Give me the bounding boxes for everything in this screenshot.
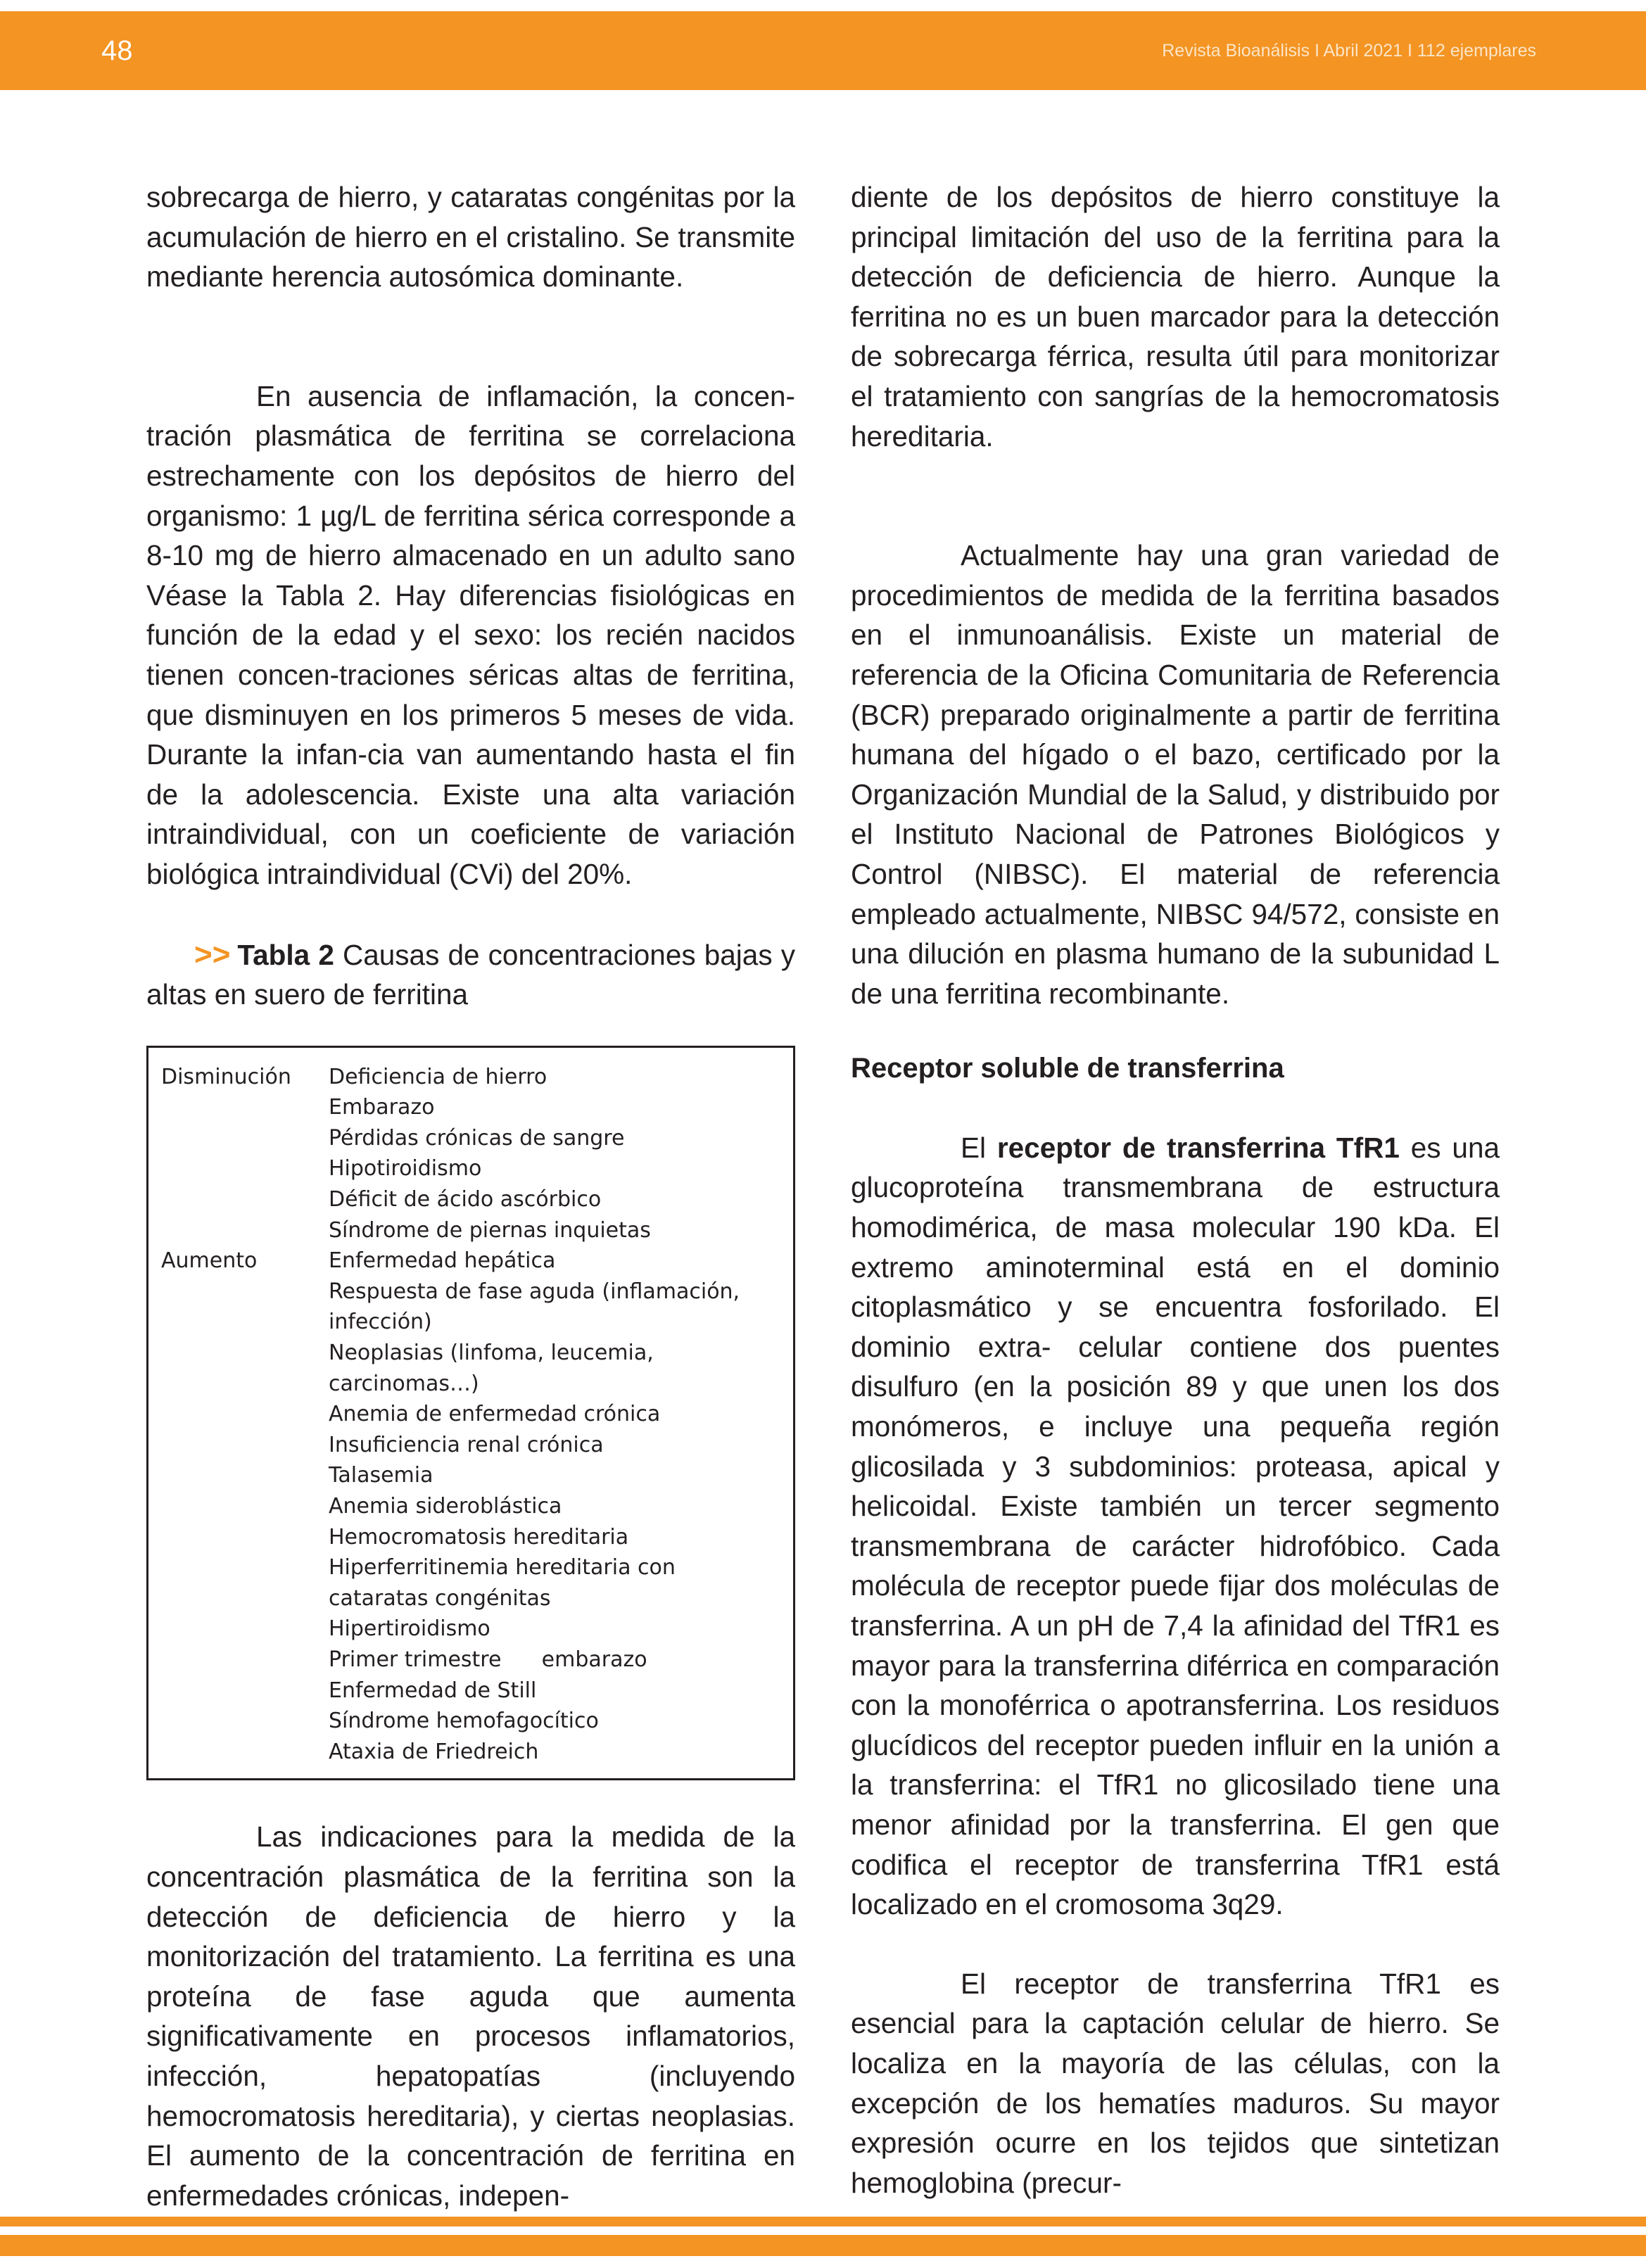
table-item: Hipertiroidismo: [329, 1616, 490, 1642]
table-category: [161, 1153, 329, 1184]
page-number: 48: [101, 35, 133, 66]
table-caption: [146, 935, 795, 1015]
table-category: [161, 1706, 329, 1737]
table-row: [161, 1675, 780, 1706]
table-item: Embarazo: [329, 1095, 435, 1120]
table-item: Enfermedad de Still: [329, 1678, 537, 1703]
table-item: Primer trimestre embarazo: [329, 1647, 647, 1672]
arrow-icon: >>: [194, 937, 231, 972]
table-item: Neoplasias (linfoma, leucemia, carcinomas…): [329, 1341, 661, 1396]
table-item: Respuesta de fase aguda (inflamación, infección): [329, 1279, 747, 1335]
table-category: Aumento: [161, 1248, 258, 1274]
table-category: [161, 1522, 329, 1553]
section-heading: Receptor soluble de transferrina: [851, 1053, 1284, 1084]
table-item: Enfermedad hepática: [329, 1248, 556, 1274]
table-row: [161, 1276, 780, 1338]
paragraph: diente de los depósitos de hierro constituye la principal limitación del uso de la ferritina para la detección de deficiencia de hierro. Aunque la ferritina no es un buen marcador para la detección de sobrecarga férrica, resulta útil para monitorizar el tratamiento con sangrías de la hemocromatosis hereditaria.: [851, 181, 1500, 452]
table-row: [161, 1737, 780, 1768]
emphasis-text: receptor de transferrina TfR1: [996, 1131, 1400, 1164]
table-caption-text: Causas de concentraciones bajas y altas en suero de ferritina: [146, 938, 795, 1011]
table-category: [161, 1552, 329, 1614]
table-row: [161, 1491, 780, 1522]
table-row: [161, 1123, 780, 1154]
table-item: Deficiencia de hierro: [329, 1064, 547, 1089]
table-item: Síndrome de piernas inquietas: [329, 1217, 651, 1243]
table-row: [161, 1338, 780, 1399]
table-category: [161, 1123, 329, 1154]
table-category: [161, 1399, 329, 1430]
table-category: Disminución: [161, 1064, 291, 1089]
paragraph: sobrecarga de hierro, y cataratas congénitas por la acumulación de hierro en el cristalino. Se transmite mediante herencia autosómica dominante.: [146, 181, 795, 293]
table-category: [161, 1491, 329, 1522]
footer-bar: [0, 2235, 1646, 2256]
right-column: [851, 177, 1500, 2203]
table-item: Hipotiroidismo: [329, 1156, 482, 1181]
table-item: Síndrome hemofagocítico: [329, 1709, 599, 1734]
table-category: [161, 1338, 329, 1399]
table-category: [161, 1645, 329, 1675]
paragraph-text: El: [961, 1131, 997, 1164]
table-row: [161, 1215, 780, 1246]
paragraph: El receptor de transferrina TfR1 es esencial para la captación celular de hierro. Se localiza en la mayoría de las células, con la excepción de los hematíes maduros. Su mayor expresión ocurre en los tejidos que sintetizan hemoglobina (precur-: [851, 1967, 1500, 2199]
table-row: [161, 1092, 780, 1123]
table-row: [161, 1430, 780, 1461]
paragraph: [851, 1128, 1500, 1925]
table-row: [161, 1552, 780, 1614]
running-head: Revista Bioanálisis I Abril 2021 I 112 ejemplares: [1162, 41, 1536, 61]
paragraph: Las indicaciones para la medida de la concentración plasmática de la ferritina son la detección de deficiencia de hierro y la monitorización del tratamiento. La ferritina es una proteína de fase aguda que aumenta significativamente en procesos inflamatorios, infección, hepatopatías (incluyendo hemocromatosis hereditaria), y ciertas neoplasias. El aumento de la concentración de ferritina en enfermedades crónicas, indepen-: [146, 1820, 795, 2212]
table-category: [161, 1460, 329, 1491]
table-label: Tabla 2: [237, 938, 334, 971]
table-item: Déficit de ácido ascórbico: [329, 1187, 602, 1212]
table-item: Pérdidas crónicas de sangre: [329, 1125, 625, 1151]
footer-bar: [0, 2217, 1646, 2226]
table-category: [161, 1430, 329, 1461]
table-category: [161, 1184, 329, 1215]
table-item: Talasemia: [329, 1463, 433, 1488]
paragraph-text: es una glucoproteína transmembrana de estructura homodimérica, de masa molecular 190 kDa. El extremo aminoterminal está en el dominio citoplasmático y se encuentra fosforilado. El dominio extra- celular contiene dos puentes disulfuro (en la posición 89 y que unen los dos monómeros, e incluye una pequeña región glicosilada y 3 subdominios: proteasa, apical y helicoidal. Existe también un tercer segmento transmembrana de carácter hidrofóbico. Cada molécula de receptor puede fijar dos moléculas de transferrina. A un pH de 7,4 la afinidad del TfR1 es mayor para la transferrina diférrica en comparación con la monoférrica o apotransferrina. Los residuos glucídicos del receptor pueden influir en la unión a la transferrina: el TfR1 no glicosilado tiene una menor afinidad por la transferrina. El gen que codifica el receptor de transferrina TfR1 está localizado en el cromosoma 3q29.: [851, 1131, 1500, 1921]
table-row: [161, 1460, 780, 1491]
table-category: [161, 1092, 329, 1123]
table-item: Hiperferritinemia hereditaria con cataratas congénitas: [329, 1555, 683, 1611]
table-item: Anemia sideroblástica: [329, 1494, 562, 1519]
table-item: Ataxia de Friedreich: [329, 1739, 539, 1764]
table-category: [161, 1675, 329, 1706]
table-row: [161, 1062, 780, 1093]
table-row: [161, 1246, 780, 1276]
table-row: [161, 1614, 780, 1645]
table-category: [161, 1737, 329, 1768]
paragraph: Actualmente hay una gran variedad de procedimientos de medida de la ferritina basados en el inmunoanálisis. Existe un material de referencia de la Oficina Comunitaria de Referencia (BCR) preparado originalmente a partir de ferritina humana del hígado o el bazo, certificado por la Organización Mundial de la Salud, y distribuido por el Instituto Nacional de Patrones Biológicos y Control (NIBSC). El material de referencia empleado actualmente, NIBSC 94/572, consiste en una dilución en plasma humano de la subunidad L de una ferritina recombinante.: [851, 539, 1500, 1010]
table-category: [161, 1276, 329, 1338]
table-item: Anemia de enfermedad crónica: [329, 1402, 661, 1427]
left-column: [146, 177, 795, 2215]
table-row: [161, 1399, 780, 1430]
table-row: [161, 1184, 780, 1215]
causes-table: [146, 1046, 795, 1781]
paragraph: En ausencia de inflamación, la concen-tración plasmática de ferritina se correlaciona estrechamente con los depósitos de hierro del organismo: 1 µg/L de ferritina sérica corresponde a 8-10 mg de hierro almacenado en un adulto sano Véase la Tabla 2. Hay diferencias fisiológicas en función de la edad y el sexo: los recién nacidos tienen concen-traciones séricas altas de ferritina, que disminuyen en los primeros 5 meses de vida. Durante la infan-cia van aumentando hasta el fin de la adolescencia. Existe una alta variación intraindividual, con un coeficiente de variación biológica intraindividual (CVi) del 20%.: [146, 379, 795, 890]
table-category: [161, 1614, 329, 1645]
table-row: [161, 1706, 780, 1737]
table-item: Insuficiencia renal crónica: [329, 1432, 604, 1457]
table-row: [161, 1645, 780, 1675]
table-item: Hemocromatosis hereditaria: [329, 1524, 629, 1550]
table-row: [161, 1153, 780, 1184]
table-row: [161, 1522, 780, 1553]
table-category: [161, 1215, 329, 1246]
